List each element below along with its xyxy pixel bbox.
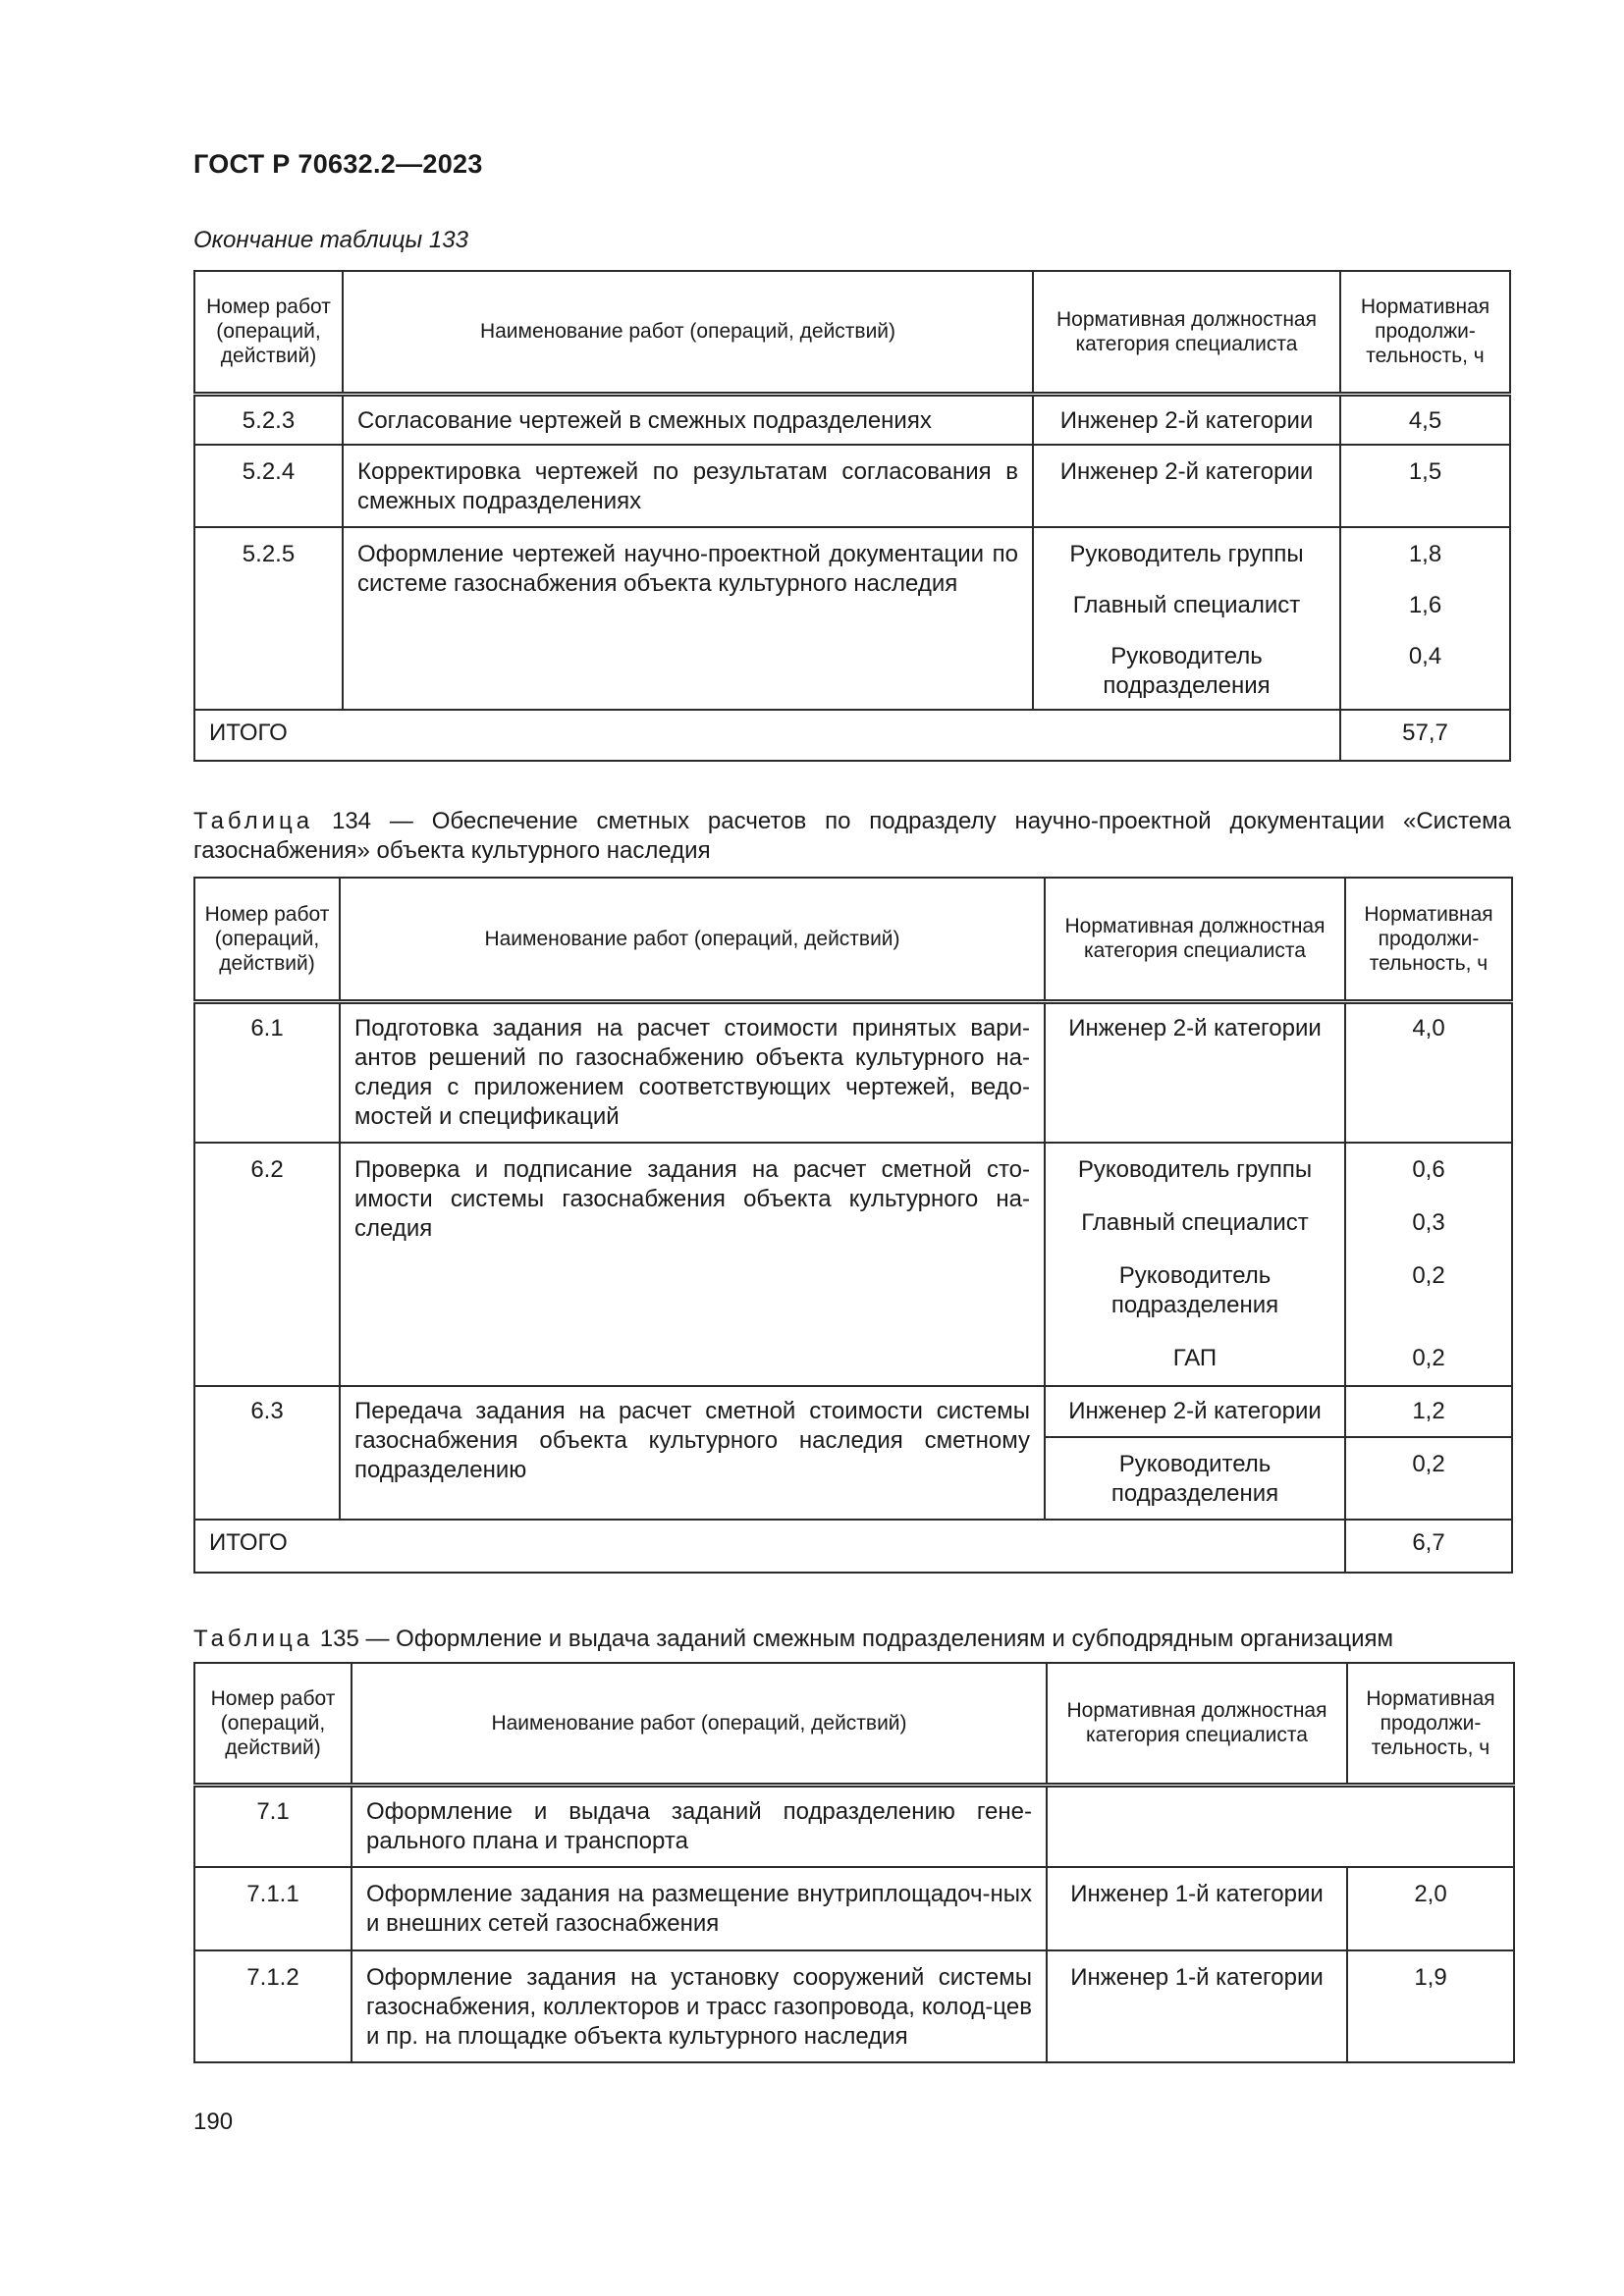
table-row <box>194 1386 1512 1437</box>
col-header-duration: Нормативная продолжи-тельность, ч <box>1347 1663 1514 1785</box>
table-135 <box>193 1662 1515 2063</box>
table135-caption <box>193 1625 1511 1654</box>
row-category-list <box>1033 527 1340 710</box>
table-row <box>194 1785 1514 1867</box>
row-name: Оформление чертежей научно-проектной документации по системе газоснабжения объекта культурного наследия <box>343 527 1033 710</box>
row-duration-list <box>1345 1143 1512 1386</box>
col-header-name: Наименование работ (операций, действий) <box>343 271 1033 394</box>
row-category: Инженер 1-й категории <box>1047 1950 1347 2062</box>
table133-caption: Окончание таблицы 133 <box>193 227 468 253</box>
table-word: Таблица <box>193 1626 314 1652</box>
duration-item: 0,4 <box>1408 643 1442 669</box>
row-num: 6.1 <box>194 1001 340 1143</box>
col-header-category: Нормативная должностная категория специалиста <box>1045 878 1345 1001</box>
table-total-row <box>194 1520 1512 1573</box>
table-row <box>194 394 1510 445</box>
row-category: Инженер 2-й категории <box>1033 445 1340 527</box>
table-header-row <box>194 1663 1514 1785</box>
table-total-row <box>194 710 1510 761</box>
table-row <box>194 445 1510 527</box>
row-name: Оформление задания на размещение внутриплощадоч-ных и внешних сетей газоснабжения <box>352 1867 1047 1950</box>
row-duration: 1,5 <box>1340 445 1510 527</box>
category-item: Руководитель подразделения <box>1103 643 1271 699</box>
category-item: Руководитель группы <box>1069 541 1304 567</box>
row-name: Оформление задания на установку сооружений системы газоснабжения, коллекторов и трасс газопровода, колод-цев и пр. на площадке объекта культурного наследия <box>352 1950 1047 2062</box>
category-item: ГАП <box>1172 1345 1218 1371</box>
table-row <box>194 1143 1512 1386</box>
col-header-category: Нормативная должностная категория специалиста <box>1033 271 1340 394</box>
table-134 <box>193 877 1513 1574</box>
category-item: Главный специалист <box>1072 592 1301 618</box>
duration-item: 0,6 <box>1412 1156 1445 1183</box>
row-duration: 0,2 <box>1345 1437 1512 1520</box>
row-num: 7.1.1 <box>194 1867 352 1950</box>
table-row <box>194 1950 1514 2062</box>
row-num: 7.1.2 <box>194 1950 352 2062</box>
table-word: Таблица <box>193 808 314 834</box>
row-num: 5.2.5 <box>194 527 343 710</box>
col-header-name: Наименование работ (операций, действий) <box>340 878 1045 1001</box>
row-duration: 4,5 <box>1340 394 1510 445</box>
row-category: Инженер 1-й категории <box>1047 1867 1347 1950</box>
row-name: Подготовка задания на расчет стоимости принятых вари-антов решений по газоснабжению объекта культурного на-следия с приложением соответствующих чертежей, ведо-мостей и спецификаций <box>340 1001 1045 1143</box>
duration-item: 0,2 <box>1412 1262 1445 1289</box>
category-item: Главный специалист <box>1081 1209 1309 1236</box>
col-header-category: Нормативная должностная категория специалиста <box>1047 1663 1347 1785</box>
row-category: Инженер 2-й категории <box>1045 1386 1345 1437</box>
total-value: 6,7 <box>1345 1520 1512 1573</box>
row-category: Инженер 2-й категории <box>1045 1001 1345 1143</box>
category-item: Руководитель подразделения <box>1110 1262 1279 1318</box>
row-name: Проверка и подписание задания на расчет сметной сто-имости системы газоснабжения объекта культурного на-следия <box>340 1143 1045 1386</box>
col-header-name: Наименование работ (операций, действий) <box>352 1663 1047 1785</box>
table-row <box>194 1867 1514 1950</box>
total-label: ИТОГО <box>194 710 1340 761</box>
row-num: 7.1 <box>194 1785 352 1867</box>
col-header-num: Номер работ (операций, действий) <box>194 1663 352 1785</box>
row-num: 6.2 <box>194 1143 340 1386</box>
row-category: Руководитель подразделения <box>1045 1437 1345 1520</box>
duration-item: 1,6 <box>1408 592 1442 618</box>
table-header-row <box>194 878 1512 1001</box>
table134-caption <box>193 807 1511 866</box>
table-header-row <box>194 271 1510 394</box>
col-header-num: Номер работ (операций, действий) <box>194 271 343 394</box>
row-duration: 2,0 <box>1347 1867 1514 1950</box>
document-code: ГОСТ Р 70632.2—2023 <box>193 149 483 179</box>
col-header-duration: Нормативная продолжи-тельность, ч <box>1345 878 1512 1001</box>
row-name: Согласование чертежей в смежных подразделениях <box>343 394 1033 445</box>
row-duration: 4,0 <box>1345 1001 1512 1143</box>
total-label: ИТОГО <box>194 1520 1345 1573</box>
row-num: 6.3 <box>194 1386 340 1520</box>
col-header-duration: Нормативная продолжи-тельность, ч <box>1340 271 1510 394</box>
table135-title: 135 — Оформление и выдача заданий смежным подразделениям и субподрядным организациям <box>319 1626 1393 1652</box>
duration-item: 0,3 <box>1412 1209 1445 1236</box>
table-row <box>194 1001 1512 1143</box>
row-num: 5.2.4 <box>194 445 343 527</box>
row-empty-cell <box>1047 1785 1514 1867</box>
row-name: Корректировка чертежей по результатам согласования в смежных подразделениях <box>343 445 1033 527</box>
table134-title: 134 — Обеспечение сметных расчетов по подразделу научно-проектной документации «Система газоснабжения» объекта культурного наследия <box>193 808 1512 864</box>
page-number: 190 <box>193 2109 234 2135</box>
table-row <box>194 527 1510 710</box>
row-duration-list <box>1340 527 1510 710</box>
table-133 <box>193 270 1511 762</box>
row-duration: 1,9 <box>1347 1950 1514 2062</box>
row-category: Инженер 2-й категории <box>1033 394 1340 445</box>
row-name: Передача задания на расчет сметной стоимости системы газоснабжения объекта культурного наследия сметному подразделению <box>340 1386 1045 1520</box>
duration-item: 0,2 <box>1412 1345 1445 1371</box>
total-value: 57,7 <box>1340 710 1510 761</box>
col-header-num: Номер работ (операций, действий) <box>194 878 340 1001</box>
row-name: Оформление и выдача заданий подразделению гене-рального плана и транспорта <box>352 1785 1047 1867</box>
duration-item: 1,8 <box>1408 541 1442 567</box>
row-category-list <box>1045 1143 1345 1386</box>
row-num: 5.2.3 <box>194 394 343 445</box>
row-duration: 1,2 <box>1345 1386 1512 1437</box>
category-item: Руководитель группы <box>1077 1156 1313 1183</box>
